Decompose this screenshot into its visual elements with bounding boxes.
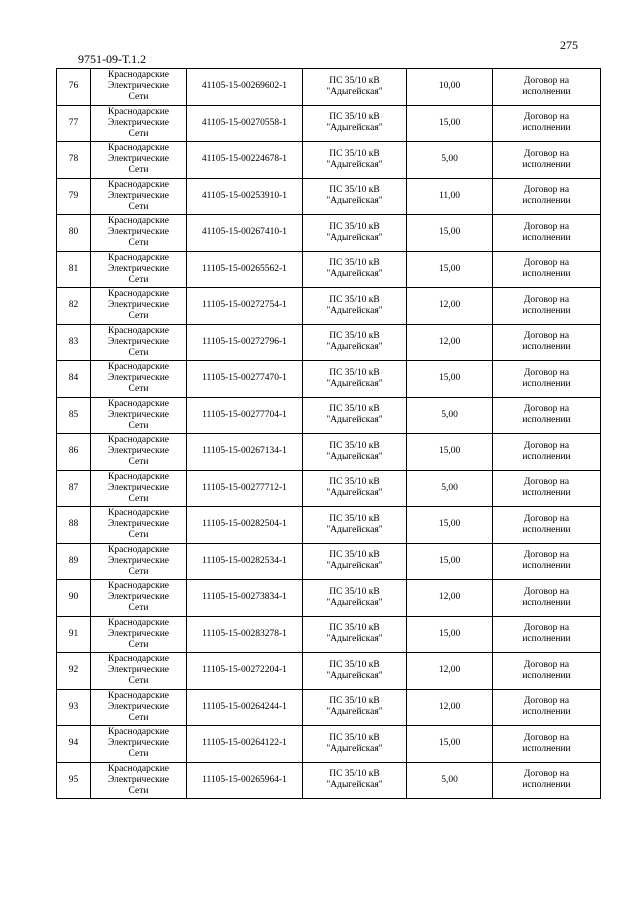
status-cell-line: Договор на (523, 440, 570, 451)
substation-cell (303, 507, 407, 544)
organization-cell-line: Сети (128, 165, 149, 176)
organization-cell-line: Электрические (107, 628, 170, 639)
status-cell-line: исполнении (522, 561, 571, 572)
application-id-cell: 41105-15-00270558-1 (187, 105, 303, 142)
row-number-cell: 83 (57, 324, 91, 361)
organization-cell-line: Сети (128, 128, 149, 139)
row-number-cell: 79 (57, 178, 91, 215)
substation-cell-line: ПС 35/10 кВ (329, 404, 380, 415)
substation-cell-line: ПС 35/10 кВ (329, 331, 380, 342)
power-cell: 5,00 (407, 762, 493, 799)
organization-cell-line: Краснодарские (107, 216, 169, 227)
organization-cell (91, 726, 187, 763)
organization-cell-line: Краснодарские (107, 654, 169, 665)
substation-cell-line: ПС 35/10 кВ (329, 440, 380, 451)
status-cell-line: Договор на (523, 75, 570, 86)
status-cell (493, 361, 601, 398)
status-cell-line: Договор на (523, 221, 570, 232)
application-id-cell: 41105-15-00269602-1 (187, 69, 303, 106)
power-cell: 15,00 (407, 251, 493, 288)
application-id-cell: 11105-15-00267134-1 (187, 434, 303, 471)
substation-cell-line: ПС 35/10 кВ (329, 75, 380, 86)
substation-cell (303, 251, 407, 288)
organization-cell-line: Сети (128, 785, 149, 796)
status-cell (493, 762, 601, 799)
organization-cell-line: Электрические (107, 446, 170, 457)
table-row (57, 470, 601, 507)
power-cell: 12,00 (407, 288, 493, 325)
organization-cell (91, 288, 187, 325)
organization-cell-line: Сети (128, 749, 149, 760)
organization-cell (91, 543, 187, 580)
substation-cell-line: ПС 35/10 кВ (329, 769, 380, 780)
application-id-cell: 11105-15-00277704-1 (187, 397, 303, 434)
power-cell: 10,00 (407, 69, 493, 106)
organization-cell-line: Краснодарские (107, 581, 169, 592)
status-cell-line: Договор на (523, 367, 570, 378)
organization-cell-line: Краснодарские (107, 289, 169, 300)
table-row (57, 251, 601, 288)
substation-cell-line: "Адыгейская" (326, 269, 383, 280)
organization-cell (91, 616, 187, 653)
row-number-cell: 80 (57, 215, 91, 252)
table-row (57, 288, 601, 325)
substation-cell-line: "Адыгейская" (326, 488, 383, 499)
substation-cell-line: "Адыгейская" (326, 743, 383, 754)
substation-cell (303, 288, 407, 325)
status-cell (493, 105, 601, 142)
status-cell (493, 580, 601, 617)
power-cell: 15,00 (407, 105, 493, 142)
substation-cell (303, 361, 407, 398)
status-cell-line: Договор на (523, 258, 570, 269)
substation-cell (303, 543, 407, 580)
table-row (57, 324, 601, 361)
organization-cell-line: Краснодарские (107, 143, 169, 154)
organization-cell (91, 689, 187, 726)
status-cell-line: исполнении (522, 451, 571, 462)
organization-cell-line: Краснодарские (107, 727, 169, 738)
application-id-cell: 11105-15-00273834-1 (187, 580, 303, 617)
application-id-cell: 11105-15-00265964-1 (187, 762, 303, 799)
substation-cell-line: ПС 35/10 кВ (329, 294, 380, 305)
status-cell-line: Договор на (523, 185, 570, 196)
document-code: 9751-09-Т.1.2 (78, 52, 147, 66)
status-cell-line: исполнении (522, 415, 571, 426)
organization-cell-line: Сети (128, 420, 149, 431)
organization-cell-line: Краснодарские (107, 690, 169, 701)
table-row (57, 105, 601, 142)
status-cell (493, 689, 601, 726)
power-cell: 12,00 (407, 653, 493, 690)
row-number-cell: 76 (57, 69, 91, 106)
application-id-cell: 11105-15-00283278-1 (187, 616, 303, 653)
table-row (57, 689, 601, 726)
substation-cell (303, 178, 407, 215)
substation-cell (303, 324, 407, 361)
substation-cell-line: ПС 35/10 кВ (329, 659, 380, 670)
status-cell (493, 142, 601, 179)
organization-cell (91, 434, 187, 471)
row-number-cell: 86 (57, 434, 91, 471)
substation-cell-line: "Адыгейская" (326, 86, 383, 97)
status-cell-line: Договор на (523, 659, 570, 670)
substation-cell-line: "Адыгейская" (326, 524, 383, 535)
status-cell-line: Договор на (523, 513, 570, 524)
status-cell-line: исполнении (522, 597, 571, 608)
status-cell-line: исполнении (522, 196, 571, 207)
table-row (57, 434, 601, 471)
status-cell-line: Договор на (523, 550, 570, 561)
status-cell (493, 324, 601, 361)
status-cell-line: Договор на (523, 586, 570, 597)
organization-cell-line: Сети (128, 493, 149, 504)
organization-cell-line: Краснодарские (107, 179, 169, 190)
application-id-cell: 11105-15-00277712-1 (187, 470, 303, 507)
organization-cell-line: Электрические (107, 190, 170, 201)
organization-cell (91, 178, 187, 215)
organization-cell (91, 653, 187, 690)
status-cell-line: исполнении (522, 232, 571, 243)
substation-cell-line: "Адыгейская" (326, 305, 383, 316)
organization-cell-line: Сети (128, 238, 149, 249)
substation-cell-line: "Адыгейская" (326, 780, 383, 791)
organization-cell-line: Краснодарские (107, 106, 169, 117)
status-cell-line: исполнении (522, 86, 571, 97)
organization-cell (91, 397, 187, 434)
organization-cell-line: Краснодарские (107, 252, 169, 263)
application-id-cell: 11105-15-00282504-1 (187, 507, 303, 544)
status-cell-line: исполнении (522, 378, 571, 389)
table-row (57, 507, 601, 544)
organization-cell-line: Сети (128, 92, 149, 103)
organization-cell-line: Краснодарские (107, 544, 169, 555)
substation-cell-line: ПС 35/10 кВ (329, 477, 380, 488)
status-cell-line: Договор на (523, 331, 570, 342)
substation-cell-line: "Адыгейская" (326, 634, 383, 645)
power-cell: 15,00 (407, 507, 493, 544)
status-cell (493, 434, 601, 471)
substation-cell-line: "Адыгейская" (326, 670, 383, 681)
organization-cell-line: Электрические (107, 665, 170, 676)
organization-cell-line: Электрические (107, 482, 170, 493)
row-number-cell: 78 (57, 142, 91, 179)
substation-cell-line: "Адыгейская" (326, 378, 383, 389)
organization-cell-line: Сети (128, 603, 149, 614)
organization-cell-line: Краснодарские (107, 70, 169, 81)
power-cell: 12,00 (407, 580, 493, 617)
substation-cell (303, 434, 407, 471)
power-cell: 12,00 (407, 324, 493, 361)
organization-cell-line: Сети (128, 384, 149, 395)
substation-cell-line: "Адыгейская" (326, 561, 383, 572)
table-row (57, 726, 601, 763)
organization-cell (91, 105, 187, 142)
organization-cell-line: Сети (128, 712, 149, 723)
application-id-cell: 11105-15-00272754-1 (187, 288, 303, 325)
substation-cell-line: ПС 35/10 кВ (329, 696, 380, 707)
organization-cell-line: Электрические (107, 227, 170, 238)
status-cell-line: исполнении (522, 707, 571, 718)
substation-cell (303, 215, 407, 252)
organization-cell-line: Электрические (107, 373, 170, 384)
power-cell: 15,00 (407, 434, 493, 471)
substation-cell-line: ПС 35/10 кВ (329, 112, 380, 123)
status-cell-line: исполнении (522, 524, 571, 535)
organization-cell-line: Электрические (107, 738, 170, 749)
status-cell (493, 69, 601, 106)
table-row (57, 142, 601, 179)
status-cell-line: исполнении (522, 670, 571, 681)
substation-cell (303, 397, 407, 434)
substation-cell-line: ПС 35/10 кВ (329, 258, 380, 269)
status-cell-line: исполнении (522, 634, 571, 645)
organization-cell-line: Электрические (107, 154, 170, 165)
status-cell (493, 178, 601, 215)
row-number-cell: 90 (57, 580, 91, 617)
organization-cell-line: Сети (128, 530, 149, 541)
power-cell: 15,00 (407, 616, 493, 653)
power-cell: 5,00 (407, 397, 493, 434)
substation-cell (303, 69, 407, 106)
status-cell-line: Договор на (523, 148, 570, 159)
organization-cell-line: Электрические (107, 774, 170, 785)
organization-cell-line: Сети (128, 311, 149, 322)
substation-cell (303, 142, 407, 179)
table-row (57, 69, 601, 106)
row-number-cell: 89 (57, 543, 91, 580)
substation-cell-line: "Адыгейская" (326, 707, 383, 718)
status-cell-line: Договор на (523, 623, 570, 634)
table-row (57, 361, 601, 398)
row-number-cell: 91 (57, 616, 91, 653)
organization-cell-line: Сети (128, 639, 149, 650)
status-cell-line: исполнении (522, 123, 571, 134)
page-number: 275 (560, 38, 578, 52)
substation-cell-line: ПС 35/10 кВ (329, 513, 380, 524)
row-number-cell: 94 (57, 726, 91, 763)
organization-cell-line: Краснодарские (107, 508, 169, 519)
organization-cell-line: Сети (128, 457, 149, 468)
status-cell (493, 507, 601, 544)
organization-cell (91, 361, 187, 398)
status-cell-line: Договор на (523, 294, 570, 305)
status-cell-line: Договор на (523, 696, 570, 707)
substation-cell (303, 580, 407, 617)
status-cell-line: исполнении (522, 743, 571, 754)
status-cell-line: Договор на (523, 404, 570, 415)
application-id-cell: 11105-15-00272796-1 (187, 324, 303, 361)
status-cell-line: Договор на (523, 732, 570, 743)
power-cell: 15,00 (407, 361, 493, 398)
status-cell (493, 653, 601, 690)
substation-cell-line: ПС 35/10 кВ (329, 185, 380, 196)
table-row (57, 178, 601, 215)
substation-cell-line: "Адыгейская" (326, 159, 383, 170)
substation-cell-line: "Адыгейская" (326, 232, 383, 243)
organization-cell-line: Сети (128, 201, 149, 212)
organization-cell (91, 470, 187, 507)
organization-cell-line: Электрические (107, 409, 170, 420)
table-row (57, 397, 601, 434)
organization-cell-line: Краснодарские (107, 325, 169, 336)
application-id-cell: 11105-15-00265562-1 (187, 251, 303, 288)
organization-cell-line: Краснодарские (107, 763, 169, 774)
status-cell-line: исполнении (522, 488, 571, 499)
substation-cell-line: ПС 35/10 кВ (329, 367, 380, 378)
application-id-cell: 11105-15-00264244-1 (187, 689, 303, 726)
status-cell (493, 215, 601, 252)
substation-cell-line: "Адыгейская" (326, 196, 383, 207)
row-number-cell: 85 (57, 397, 91, 434)
status-cell-line: Договор на (523, 477, 570, 488)
status-cell (493, 288, 601, 325)
organization-cell (91, 507, 187, 544)
power-cell: 11,00 (407, 178, 493, 215)
row-number-cell: 92 (57, 653, 91, 690)
power-cell: 5,00 (407, 142, 493, 179)
status-cell-line: исполнении (522, 342, 571, 353)
application-id-cell: 11105-15-00282534-1 (187, 543, 303, 580)
contracts-table (56, 68, 601, 799)
substation-cell-line: ПС 35/10 кВ (329, 550, 380, 561)
row-number-cell: 95 (57, 762, 91, 799)
row-number-cell: 87 (57, 470, 91, 507)
substation-cell-line: "Адыгейская" (326, 342, 383, 353)
organization-cell (91, 142, 187, 179)
row-number-cell: 82 (57, 288, 91, 325)
organization-cell-line: Электрические (107, 592, 170, 603)
organization-cell-line: Краснодарские (107, 398, 169, 409)
status-cell (493, 616, 601, 653)
power-cell: 15,00 (407, 543, 493, 580)
application-id-cell: 41105-15-00224678-1 (187, 142, 303, 179)
organization-cell-line: Краснодарские (107, 435, 169, 446)
table-row (57, 616, 601, 653)
organization-cell-line: Сети (128, 566, 149, 577)
substation-cell-line: "Адыгейская" (326, 451, 383, 462)
status-cell (493, 543, 601, 580)
substation-cell-line: ПС 35/10 кВ (329, 221, 380, 232)
status-cell (493, 397, 601, 434)
row-number-cell: 88 (57, 507, 91, 544)
status-cell-line: исполнении (522, 159, 571, 170)
organization-cell-line: Электрические (107, 81, 170, 92)
organization-cell-line: Электрические (107, 519, 170, 530)
organization-cell-line: Краснодарские (107, 362, 169, 373)
substation-cell-line: ПС 35/10 кВ (329, 586, 380, 597)
organization-cell-line: Электрические (107, 555, 170, 566)
substation-cell-line: ПС 35/10 кВ (329, 148, 380, 159)
application-id-cell: 11105-15-00272204-1 (187, 653, 303, 690)
status-cell-line: Договор на (523, 112, 570, 123)
status-cell-line: Договор на (523, 769, 570, 780)
organization-cell (91, 69, 187, 106)
row-number-cell: 77 (57, 105, 91, 142)
substation-cell-line: ПС 35/10 кВ (329, 732, 380, 743)
row-number-cell: 81 (57, 251, 91, 288)
organization-cell-line: Сети (128, 676, 149, 687)
table-row (57, 653, 601, 690)
organization-cell-line: Электрические (107, 117, 170, 128)
power-cell: 15,00 (407, 726, 493, 763)
substation-cell-line: "Адыгейская" (326, 415, 383, 426)
substation-cell (303, 689, 407, 726)
substation-cell (303, 616, 407, 653)
substation-cell (303, 470, 407, 507)
status-cell-line: исполнении (522, 305, 571, 316)
table-row (57, 543, 601, 580)
substation-cell (303, 762, 407, 799)
substation-cell (303, 653, 407, 690)
table-row (57, 762, 601, 799)
organization-cell-line: Электрические (107, 300, 170, 311)
application-id-cell: 41105-15-00253910-1 (187, 178, 303, 215)
table-body (57, 69, 601, 799)
status-cell (493, 251, 601, 288)
power-cell: 15,00 (407, 215, 493, 252)
organization-cell-line: Сети (128, 347, 149, 358)
organization-cell-line: Электрические (107, 263, 170, 274)
table-row (57, 215, 601, 252)
row-number-cell: 84 (57, 361, 91, 398)
status-cell (493, 470, 601, 507)
organization-cell (91, 580, 187, 617)
organization-cell-line: Краснодарские (107, 617, 169, 628)
power-cell: 5,00 (407, 470, 493, 507)
substation-cell-line: ПС 35/10 кВ (329, 623, 380, 634)
organization-cell (91, 215, 187, 252)
substation-cell (303, 105, 407, 142)
row-number-cell: 93 (57, 689, 91, 726)
substation-cell-line: "Адыгейская" (326, 123, 383, 134)
organization-cell-line: Электрические (107, 701, 170, 712)
organization-cell-line: Краснодарские (107, 471, 169, 482)
organization-cell (91, 762, 187, 799)
organization-cell (91, 324, 187, 361)
status-cell (493, 726, 601, 763)
organization-cell-line: Электрические (107, 336, 170, 347)
substation-cell-line: "Адыгейская" (326, 597, 383, 608)
organization-cell-line: Сети (128, 274, 149, 285)
table-row (57, 580, 601, 617)
power-cell: 12,00 (407, 689, 493, 726)
application-id-cell: 11105-15-00264122-1 (187, 726, 303, 763)
application-id-cell: 11105-15-00277470-1 (187, 361, 303, 398)
status-cell-line: исполнении (522, 269, 571, 280)
organization-cell (91, 251, 187, 288)
status-cell-line: исполнении (522, 780, 571, 791)
application-id-cell: 41105-15-00267410-1 (187, 215, 303, 252)
substation-cell (303, 726, 407, 763)
